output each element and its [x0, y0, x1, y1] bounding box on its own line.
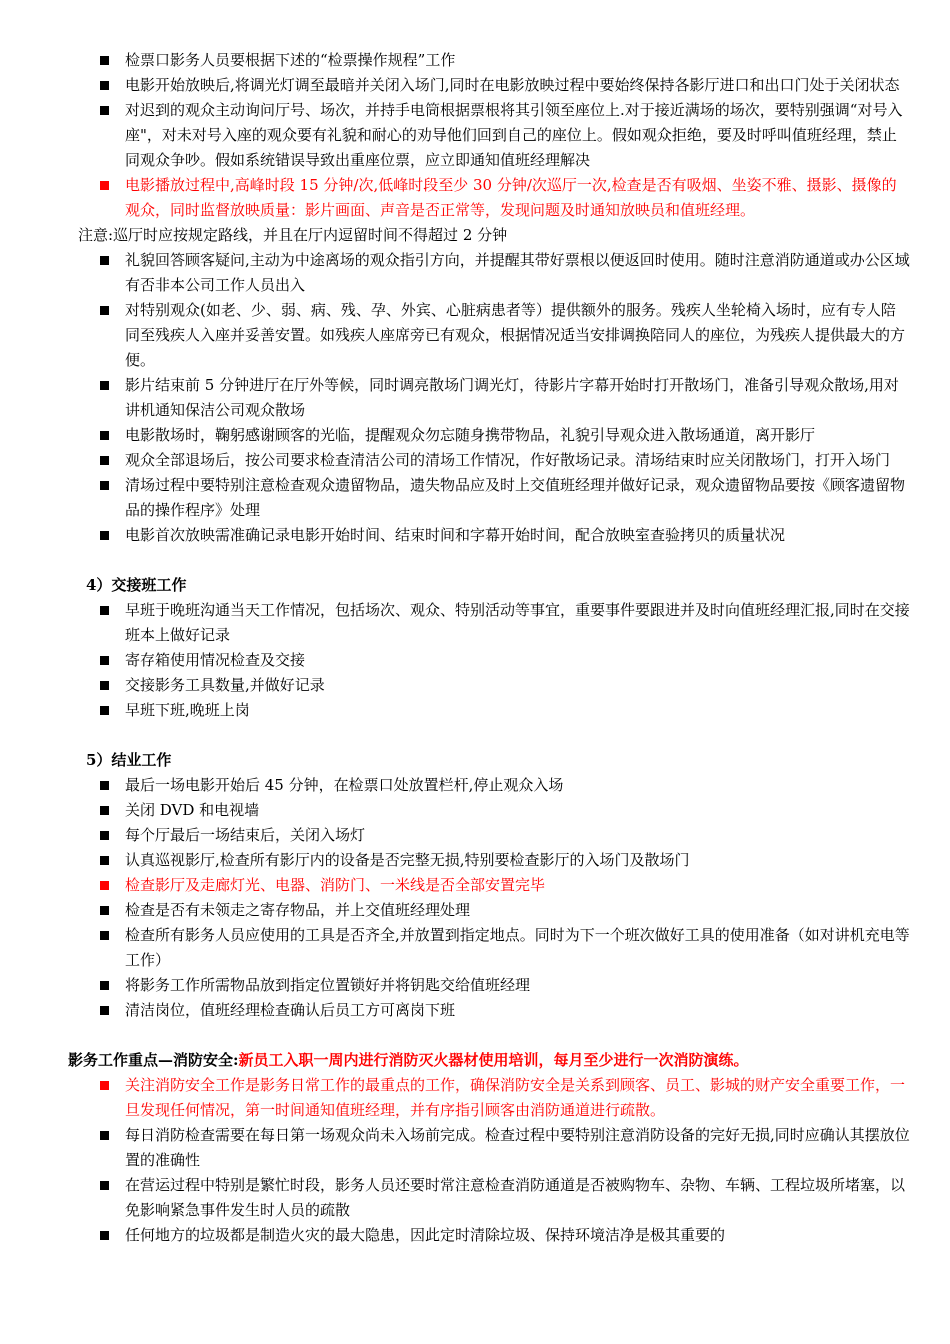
square-bullet-icon [100, 606, 109, 615]
list-item [125, 823, 910, 848]
section-heading-closing: 5）结业工作 [86, 751, 172, 769]
list-item-text: 每个厅最后一场结束后，关闭入场灯 [125, 826, 366, 844]
list-item-text: 检票口影务人员要根据下述的“检票操作规程”工作 [125, 51, 456, 69]
square-bullet-icon [100, 831, 109, 840]
list-item-text: 早班于晚班沟通当天工作情况，包括场次、观众、特别活动等事宜，重要事件要跟进并及时向值班经理汇报,同时在交接班本上做好记录 [125, 601, 910, 644]
square-bullet-icon [100, 381, 109, 390]
list-item-text: 电影首次放映需准确记录电影开始时间、结束时间和字幕开始时间，配合放映室查验拷贝的质量状况 [125, 526, 786, 544]
list-item-text: 任何地方的垃圾都是制造火灾的最大隐患，因此定时清除垃圾、保持环境洁净是极其重要的 [125, 1226, 726, 1244]
duty-list-service [0, 248, 950, 548]
square-bullet-icon [100, 806, 109, 815]
list-item-text: 寄存箱使用情况检查及交接 [125, 651, 306, 669]
list-item [125, 473, 910, 523]
square-bullet-icon [100, 856, 109, 865]
list-item [125, 298, 910, 373]
list-item-text: 关闭 DVD 和电视墙 [125, 801, 260, 819]
square-bullet-icon [100, 906, 109, 915]
list-item [125, 898, 910, 923]
fire-safety-highlight: 新员工入职一周内进行消防灭火器材使用培训，每月至少进行一次消防演练。 [238, 1051, 749, 1069]
section-heading-handover: 4）交接班工作 [86, 576, 187, 594]
closing-list [0, 773, 950, 1023]
list-item-text: 电影播放过程中,高峰时段 15 分钟/次,低峰时段至少 30 分钟/次巡厅一次,检查是否有吸烟、坐姿不雅、摄影、摄像的观众，同时监督放映质量：影片画面、声音是否正常等，发现问题及时通知放映员和值班经理。 [125, 176, 897, 219]
list-item [125, 48, 910, 73]
list-item [125, 698, 910, 723]
fire-safety-label: 影务工作重点—消防安全: [68, 1051, 239, 1069]
list-item [125, 673, 910, 698]
square-bullet-icon [100, 681, 109, 690]
list-item [125, 98, 910, 173]
list-item-text: 影片结束前 5 分钟进厅在厅外等候，同时调亮散场门调光灯，待影片字幕开始时打开散场门，准备引导观众散场,用对讲机通知保洁公司观众散场 [125, 376, 899, 419]
list-item [125, 1173, 910, 1223]
list-item [125, 923, 910, 973]
fire-safety-heading [68, 1048, 928, 1073]
list-item-text: 清洁岗位，值班经理检查确认后员工方可离岗下班 [125, 1001, 456, 1019]
square-bullet-icon [100, 781, 109, 790]
list-item-text: 早班下班,晚班上岗 [125, 701, 250, 719]
square-bullet-icon [100, 981, 109, 990]
list-item-text: 在营运过程中特别是繁忙时段，影务人员还要时常注意检查消防通道是否被购物车、杂物、车辆、工程垃圾所堵塞，以免影响紧急事件发生时人员的疏散 [125, 1176, 906, 1219]
square-bullet-icon [100, 706, 109, 715]
square-bullet-icon [100, 431, 109, 440]
square-bullet-icon [100, 1131, 109, 1140]
square-bullet-icon [100, 81, 109, 90]
list-item-text: 交接影务工具数量,并做好记录 [125, 676, 325, 694]
square-bullet-icon [100, 56, 109, 65]
square-bullet-icon [100, 181, 109, 190]
square-bullet-icon [100, 1006, 109, 1015]
list-item [125, 73, 910, 98]
fire-safety-list [0, 1073, 950, 1248]
list-item-text: 检查是否有未领走之寄存物品，并上交值班经理处理 [125, 901, 471, 919]
list-item [125, 1223, 910, 1248]
list-item-text: 认真巡视影厅,检查所有影厅内的设备是否完整无损,特别要检查影厅的入场门及散场门 [125, 851, 690, 869]
square-bullet-icon [100, 256, 109, 265]
square-bullet-icon [100, 1231, 109, 1240]
document-page [0, 48, 950, 1248]
list-item [125, 1073, 910, 1123]
list-item-text: 将影务工作所需物品放到指定位置锁好并将钥匙交给值班经理 [125, 976, 531, 994]
list-item-text: 对特别观众(如老、少、弱、病、残、孕、外宾、心脏病患者等）提供额外的服务。残疾人坐轮椅入场时，应有专人陪同至残疾人入座并妥善安置。如残疾人座席旁已有观众，根据情况适当安排调换陪同人的座位，为残疾人提供最大的方便。 [125, 301, 906, 369]
list-item-text: 每日消防检查需要在每日第一场观众尚未入场前完成。检查过程中要特别注意消防设备的完好无损,同时应确认其摆放位置的准确性 [125, 1126, 910, 1169]
square-bullet-icon [100, 106, 109, 115]
list-item [125, 873, 910, 898]
duty-list-screening [0, 48, 950, 223]
list-item [125, 848, 910, 873]
list-item [125, 998, 910, 1023]
list-item-text: 电影散场时，鞠躬感谢顾客的光临，提醒观众勿忘随身携带物品，礼貌引导观众进入散场通道，离开影厅 [125, 426, 816, 444]
list-item [125, 173, 910, 223]
square-bullet-icon [100, 306, 109, 315]
list-item-text: 检查所有影务人员应使用的工具是否齐全,并放置到指定地点。同时为下一个班次做好工具的使用准备（如对讲机充电等工作） [125, 926, 910, 969]
square-bullet-icon [100, 656, 109, 665]
list-item [125, 598, 910, 648]
list-item [125, 523, 910, 548]
list-item-text: 关注消防安全工作是影务日常工作的最重点的工作，确保消防安全是关系到顾客、员工、影城的财产安全重要工作，一旦发现任何情况，第一时间通知值班经理，并有序指引顾客由消防通道进行疏散。 [125, 1076, 906, 1119]
patrol-note: 注意:巡厅时应按规定路线，并且在厅内逗留时间不得超过 2 分钟 [78, 226, 508, 244]
list-item [125, 648, 910, 673]
square-bullet-icon [100, 481, 109, 490]
list-item-text: 清场过程中要特别注意检查观众遗留物品，遗失物品应及时上交值班经理并做好记录，观众遗留物品要按《顾客遗留物品的操作程序》处理 [125, 476, 906, 519]
list-item-text: 最后一场电影开始后 45 分钟，在检票口处放置栏杆,停止观众入场 [125, 776, 564, 794]
list-item-text: 对迟到的观众主动询问厅号、场次，并持手电筒根据票根将其引领至座位上.对于接近满场的场次，要特别强调“对号入座"，对未对号入座的观众要有礼貌和耐心的劝导他们回到自己的座位上。假如观众拒绝，要及时呼叫值班经理，禁止同观众争吵。假如系统错误导致出重座位票，应立即通知值班经理解决 [125, 101, 903, 169]
list-item [125, 448, 910, 473]
square-bullet-icon [100, 531, 109, 540]
list-item [125, 248, 910, 298]
list-item-text: 礼貌回答顾客疑问,主动为中途离场的观众指引方向，并提醒其带好票根以便返回时使用。随时注意消防通道或办公区域有否非本公司工作人员出入 [125, 251, 910, 294]
list-item [125, 798, 910, 823]
list-item-text: 检查影厅及走廊灯光、电器、消防门、一米线是否全部安置完毕 [125, 876, 546, 894]
list-item [125, 423, 910, 448]
list-item [125, 373, 910, 423]
handover-list [0, 598, 950, 723]
square-bullet-icon [100, 1181, 109, 1190]
square-bullet-icon [100, 456, 109, 465]
list-item [125, 773, 910, 798]
list-item-text: 观众全部退场后，按公司要求检查清洁公司的清场工作情况，作好散场记录。清场结束时应关闭散场门，打开入场门 [125, 451, 891, 469]
list-item-text: 电影开始放映后,将调光灯调至最暗并关闭入场门,同时在电影放映过程中要始终保持各影厅进口和出口门处于关闭状态 [125, 76, 900, 94]
square-bullet-icon [100, 931, 109, 940]
square-bullet-icon [100, 1081, 109, 1090]
square-bullet-icon [100, 881, 109, 890]
list-item [125, 973, 910, 998]
list-item [125, 1123, 910, 1173]
